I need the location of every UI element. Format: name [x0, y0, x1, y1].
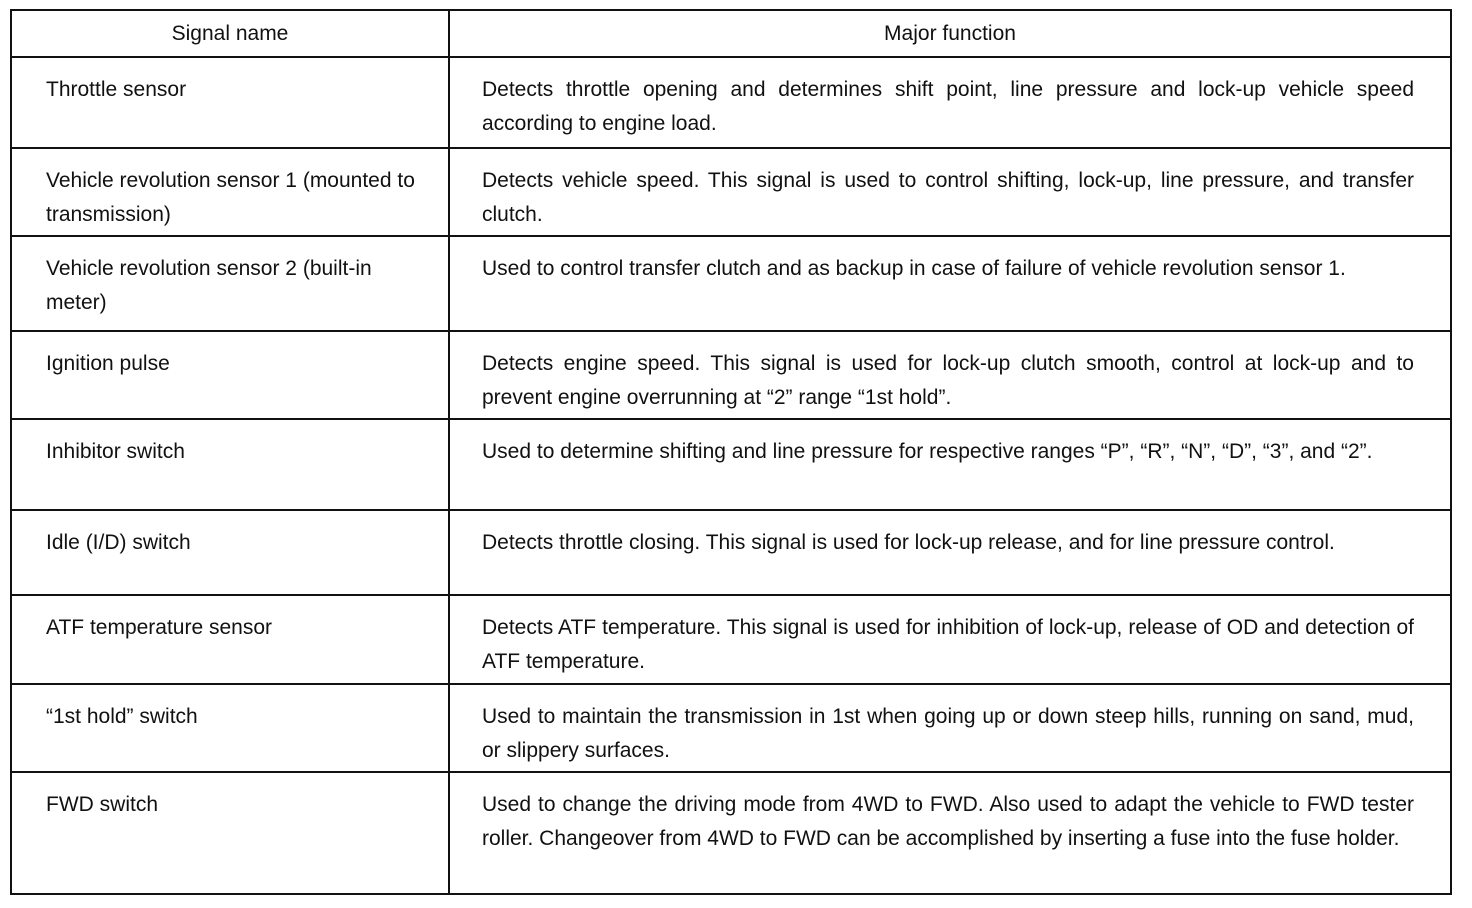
signal-function-table-frame	[10, 9, 1452, 895]
signal-name-cell: Vehicle revolution sensor 2 (built-in meter)	[12, 236, 449, 331]
table-row	[12, 57, 1450, 148]
major-function-cell: Used to maintain the transmission in 1st when going up or down steep hills, running on sand, mud, or slippery surfaces.	[449, 684, 1450, 772]
signal-name-cell: ATF temperature sensor	[12, 595, 449, 684]
major-function-cell: Used to change the driving mode from 4WD to FWD. Also used to adapt the vehicle to FWD tester roller. Changeover from 4WD to FWD can be accomplished by inserting a fuse into the fuse holder.	[449, 772, 1450, 893]
table-row	[12, 148, 1450, 236]
major-function-cell: Detects throttle opening and determines shift point, line pressure and lock-up vehicle speed according to engine load.	[449, 57, 1450, 148]
table-header-row	[12, 11, 1450, 57]
major-function-cell: Detects ATF temperature. This signal is used for inhibition of lock-up, release of OD and detection of ATF temperature.	[449, 595, 1450, 684]
major-function-cell: Detects engine speed. This signal is used for lock-up clutch smooth, control at lock-up and to prevent engine overrunning at “2” range “1st hold”.	[449, 331, 1450, 419]
header-signal-name: Signal name	[12, 11, 449, 57]
table-row	[12, 684, 1450, 772]
signal-name-cell: Vehicle revolution sensor 1 (mounted to transmission)	[12, 148, 449, 236]
table-row	[12, 595, 1450, 684]
signal-name-cell: “1st hold” switch	[12, 684, 449, 772]
signal-name-cell: FWD switch	[12, 772, 449, 893]
major-function-cell: Detects throttle closing. This signal is used for lock-up release, and for line pressure control.	[449, 510, 1450, 595]
signal-name-cell: Ignition pulse	[12, 331, 449, 419]
signal-function-table	[12, 11, 1450, 893]
signal-name-cell: Idle (I/D) switch	[12, 510, 449, 595]
table-row	[12, 419, 1450, 510]
table-row	[12, 236, 1450, 331]
signal-name-cell: Inhibitor switch	[12, 419, 449, 510]
table-row	[12, 772, 1450, 893]
table-row	[12, 510, 1450, 595]
signal-name-cell: Throttle sensor	[12, 57, 449, 148]
major-function-cell: Used to determine shifting and line pressure for respective ranges “P”, “R”, “N”, “D”, “3”, and “2”.	[449, 419, 1450, 510]
major-function-cell: Detects vehicle speed. This signal is used to control shifting, lock-up, line pressure, and transfer clutch.	[449, 148, 1450, 236]
header-major-function: Major function	[449, 11, 1450, 57]
major-function-cell: Used to control transfer clutch and as backup in case of failure of vehicle revolution sensor 1.	[449, 236, 1450, 331]
table-row	[12, 331, 1450, 419]
